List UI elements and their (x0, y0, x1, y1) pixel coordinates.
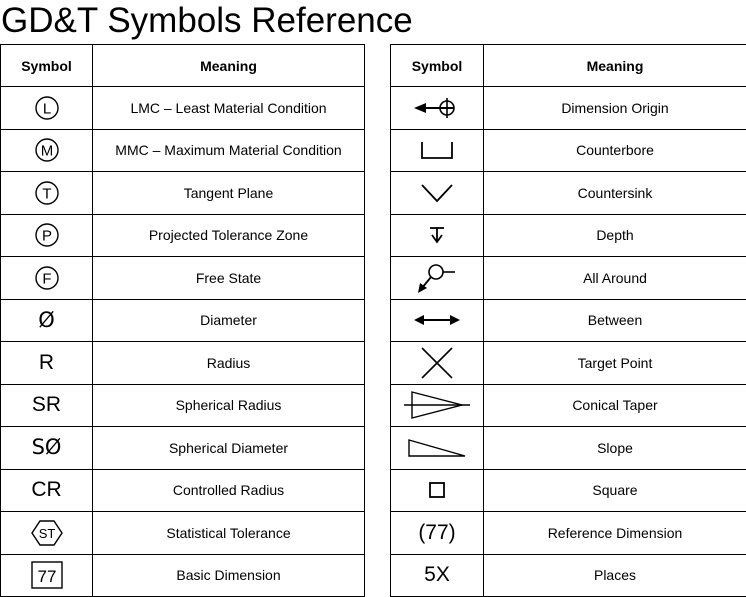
meaning-cell: Diameter (93, 299, 365, 342)
target-point-icon (419, 345, 455, 381)
meaning-cell: Projected Tolerance Zone (93, 214, 365, 257)
meaning-cell: Basic Dimension (93, 554, 365, 597)
page-title: GD&T Symbols Reference (1, 1, 413, 40)
places-icon: 5X (424, 563, 450, 587)
conical-taper-icon (402, 389, 472, 421)
table-header-row (1, 45, 365, 87)
table-row (391, 129, 746, 172)
table-row (1, 257, 365, 300)
statistical-tolerance-icon (30, 519, 64, 547)
circle-l-letter: L (42, 100, 51, 118)
meaning-cell: Slope (484, 427, 746, 470)
table-row (391, 512, 746, 555)
table-row (1, 469, 365, 512)
meaning-cell: Dimension Origin (484, 87, 746, 130)
meaning-cell: All Around (484, 257, 746, 300)
circle-t-letter: T (41, 185, 52, 203)
meaning-cell: Counterbore (484, 129, 746, 172)
all-around-icon (415, 261, 459, 295)
slope-icon (407, 437, 467, 459)
diameter-icon: Ø (38, 307, 55, 332)
circle-f-letter: F (41, 270, 52, 288)
table-row (391, 87, 746, 130)
table-row (391, 172, 746, 215)
radius-icon: R (38, 350, 55, 374)
reference-dimension-icon: (77) (418, 520, 456, 544)
meaning-column-header: Meaning (93, 45, 365, 87)
circle-p-letter: P (41, 227, 52, 245)
circle-f-icon (34, 265, 60, 291)
meaning-cell: LMC – Least Material Condition (93, 87, 365, 130)
meaning-cell: Statistical Tolerance (93, 512, 365, 555)
controlled-radius-icon: CR (31, 478, 62, 502)
table-row (1, 342, 365, 385)
depth-icon (427, 224, 447, 246)
meaning-cell: Places (484, 554, 746, 597)
meaning-cell: Controlled Radius (93, 469, 365, 512)
square-icon (427, 480, 447, 500)
table-row (391, 342, 746, 385)
table-row (391, 214, 746, 257)
circle-m-letter: M (40, 142, 53, 160)
table-row (1, 214, 365, 257)
meaning-cell: Conical Taper (484, 384, 746, 427)
circle-m-icon (34, 137, 60, 163)
table-row (1, 512, 365, 555)
table-row (391, 384, 746, 427)
basic-dimension-number: 77 (37, 567, 56, 587)
table-row (391, 257, 746, 300)
symbol-column-header: Symbol (391, 45, 484, 87)
counterbore-icon (419, 139, 455, 161)
basic-dimension-icon (30, 560, 64, 590)
countersink-icon (419, 182, 455, 204)
symbol-column-header: Symbol (1, 45, 93, 87)
meaning-cell: Countersink (484, 172, 746, 215)
meaning-cell: Reference Dimension (484, 512, 746, 555)
between-icon (412, 312, 462, 328)
circle-t-icon (34, 180, 60, 206)
table-row (1, 299, 365, 342)
circle-p-icon (34, 222, 60, 248)
table-row (1, 554, 365, 597)
table-row (1, 87, 365, 130)
table-row (391, 299, 746, 342)
left-symbols-table (0, 44, 365, 597)
table-row (1, 172, 365, 215)
meaning-cell: Square (484, 469, 746, 512)
spherical-radius-icon: SR (31, 393, 62, 417)
meaning-cell: MMC – Maximum Material Condition (93, 129, 365, 172)
table-row (1, 129, 365, 172)
spherical-diameter-icon: SØ (31, 435, 62, 460)
right-symbols-table (390, 44, 746, 597)
table-row (391, 554, 746, 597)
dimension-origin-icon (412, 95, 462, 121)
table-row (1, 384, 365, 427)
circle-l-icon (34, 95, 60, 121)
meaning-cell: Depth (484, 214, 746, 257)
statistical-tolerance-letters: ST (38, 525, 55, 541)
table-row (391, 469, 746, 512)
meaning-cell: Between (484, 299, 746, 342)
meaning-cell: Free State (93, 257, 365, 300)
table-row (391, 427, 746, 470)
meaning-column-header: Meaning (484, 45, 746, 87)
table-row (1, 427, 365, 470)
table-header-row (391, 45, 746, 87)
meaning-cell: Target Point (484, 342, 746, 385)
meaning-cell: Spherical Radius (93, 384, 365, 427)
meaning-cell: Tangent Plane (93, 172, 365, 215)
meaning-cell: Spherical Diameter (93, 427, 365, 470)
meaning-cell: Radius (93, 342, 365, 385)
